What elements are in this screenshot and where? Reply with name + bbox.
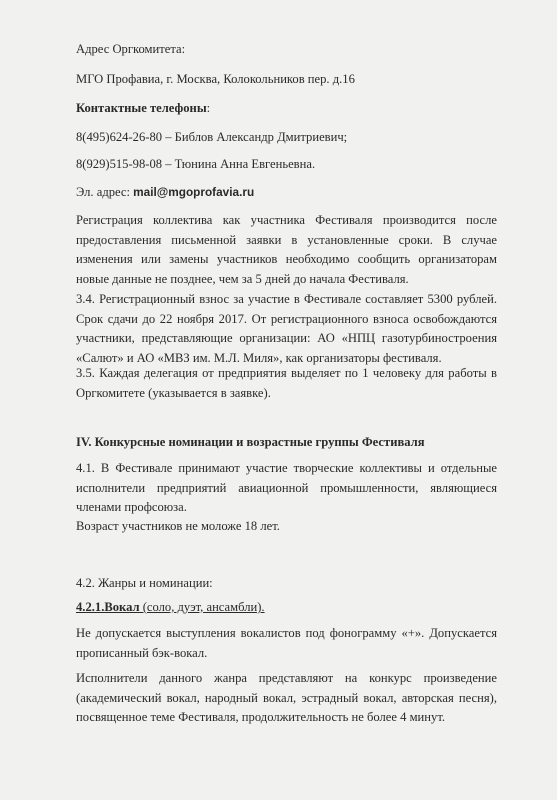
email-label: Эл. адрес: (76, 185, 134, 199)
address-value: МГО Профавиа, г. Москва, Колокольников пер. д.16 (76, 72, 355, 86)
vocal-heading-rest: (соло, дуэт, ансамбли). (139, 600, 265, 614)
paragraph-3-5: 3.5. Каждая делегация от предприятия выделяет по 1 человеку для работы в Оргкомитете (указывается в заявке). (76, 366, 497, 400)
vocal-heading (76, 598, 497, 618)
contacts-heading-text: Контактные телефоны (76, 101, 207, 115)
paragraph-4-1: 4.1. В Фестивале принимают участие творческие коллективы и отдельные исполнители предприятий авиационной промышленности, являющиеся членами профсоюза. (76, 461, 497, 515)
contact-phone-1: 8(495)624-26-80 – Библов Александр Дмитриевич; (76, 130, 348, 144)
vocal-heading-bold: 4.2.1.Вокал (76, 600, 140, 614)
contact-phone-2: 8(929)515-98-08 – Тюнина Анна Евгеньевна. (76, 157, 316, 171)
email-link[interactable]: mail@mgoprofavia.ru (133, 185, 255, 199)
registration-paragraph: Регистрация коллектива как участника Фестиваля производится после предоставления письменной заявки в установленные сроки. В случае изменения или замены участников необходимо сообщить организаторам новые данные не позднее, чем за 5 дней до начала Фестиваля. (76, 213, 497, 286)
section-4-heading: IV. Конкурсные номинации и возрастные группы Фестиваля (76, 435, 425, 449)
address-heading: Адрес Оргкомитета: (76, 42, 186, 56)
genres-heading: 4.2. Жанры и номинации: (76, 576, 213, 590)
contact-email (76, 183, 497, 203)
contacts-heading-colon: : (206, 101, 211, 115)
vocal-paragraph-2: Исполнители данного жанра представляют на конкурс произведение (академический вокал, народный вокал, эстрадный вокал, авторская песня), посвященное теме Фестиваля, продолжительность не более 4 минут. (76, 671, 497, 725)
contacts-heading (76, 99, 497, 119)
age-requirement: Возраст участников не моложе 18 лет. (76, 519, 280, 533)
vocal-paragraph-1: Не допускается выступления вокалистов под фонограмму «+». Допускается прописанный бэк-вокал. (76, 626, 497, 660)
paragraph-3-4: 3.4. Регистрационный взнос за участие в Фестивале составляет 5300 рублей. Срок сдачи до 22 ноября 2017. От регистрационного взноса освобождаются участники, представляющие организации: АО «НПЦ газотурбиностроения «Салют» и АО «МВЗ им. М.Л. Миля», как организаторы фестиваля. (76, 292, 497, 365)
